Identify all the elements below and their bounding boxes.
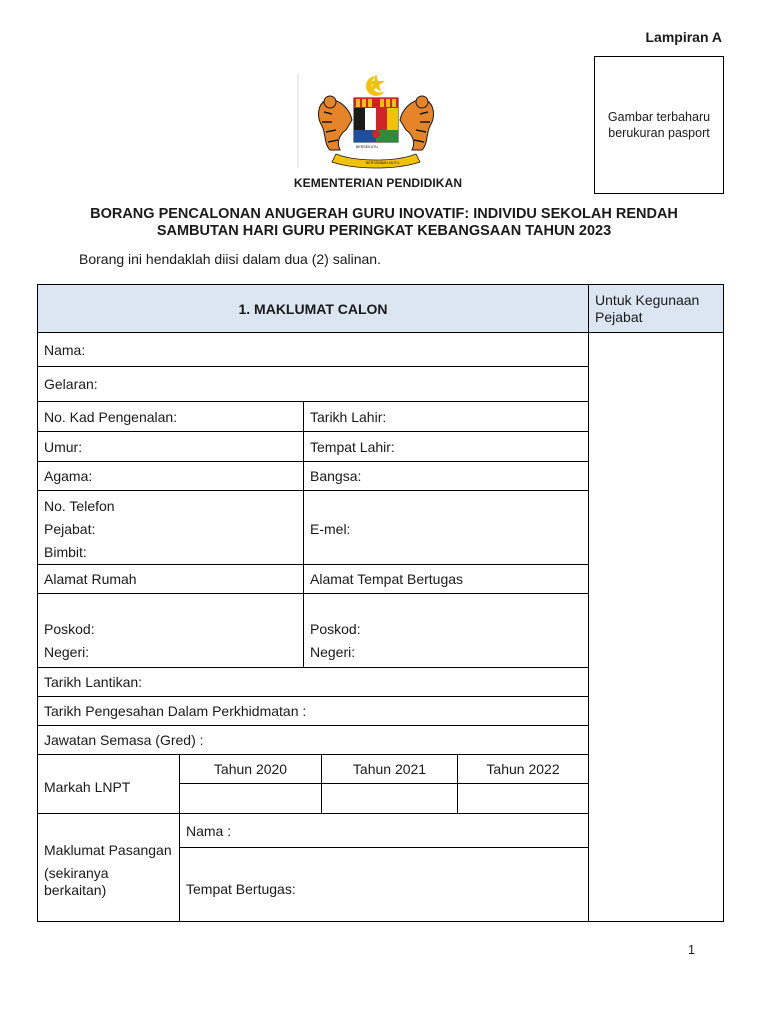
negeri-rumah-label: Negeri: <box>44 644 90 660</box>
gelaran-label: Gelaran: <box>44 376 98 392</box>
tarikh-pengesahan-field[interactable] <box>38 697 589 726</box>
maklumat-pasangan-cell <box>38 814 180 922</box>
form-title <box>40 206 728 240</box>
form-title-line-2: SAMBUTAN HARI GURU PERINGKAT KEBANGSAAN TAHUN 2023 <box>156 223 612 239</box>
markah-lnpt-label: Markah LNPT <box>38 755 180 814</box>
instruction-text: Borang ini hendaklah diisi dalam dua (2) salinan. <box>79 251 381 267</box>
emel-field[interactable] <box>304 491 589 565</box>
alamat-rumah-field[interactable] <box>38 594 304 668</box>
alamat-rumah-header: Alamat Rumah <box>38 565 304 594</box>
jawatan-semasa-label: Jawatan Semasa (Gred) : <box>44 732 204 748</box>
jawatan-semasa-field[interactable] <box>38 726 589 755</box>
emel-label: E-mel: <box>310 521 351 537</box>
pasangan-nama-label: Nama : <box>186 822 232 839</box>
alamat-tempat-bertugas-header: Alamat Tempat Bertugas <box>304 565 589 594</box>
gelaran-field[interactable] <box>38 367 589 402</box>
lampiran-label: Lampiran A <box>645 29 722 45</box>
umur-label: Umur: <box>44 438 83 455</box>
no-telefon-label: No. Telefon <box>44 498 115 514</box>
tempat-lahir-field[interactable] <box>304 432 589 462</box>
tempat-lahir-label: Tempat Lahir: <box>310 438 395 455</box>
tarikh-lahir-label: Tarikh Lahir: <box>310 408 387 425</box>
tahun-2022-header: Tahun 2022 <box>458 755 589 784</box>
ministry-name: KEMENTERIAN PENDIDIKAN <box>293 176 463 190</box>
pasangan-nama-field[interactable] <box>180 814 589 848</box>
poskod-bertugas-label: Poskod: <box>310 621 361 637</box>
tahun-2021-header: Tahun 2021 <box>322 755 458 784</box>
umur-field[interactable] <box>38 432 304 462</box>
tahun-2021-value[interactable] <box>322 784 458 814</box>
nama-field[interactable] <box>38 333 589 367</box>
candidate-info-table <box>37 284 724 922</box>
tarikh-pengesahan-label: Tarikh Pengesahan Dalam Perkhidmatan : <box>44 703 307 719</box>
sekiranya-berkaitan-label: (sekiranya berkaitan) <box>44 865 109 898</box>
form-title-line-1: BORANG PENCALONAN ANUGERAH GURU INOVATIF: INDIVIDU SEKOLAH RENDAH <box>90 206 678 222</box>
tahun-2022-value[interactable] <box>458 784 589 814</box>
pejabat-label: Pejabat: <box>44 521 96 537</box>
office-use-area[interactable] <box>589 333 724 922</box>
coat-of-arms-logo <box>296 72 456 172</box>
bimbit-label: Bimbit: <box>44 544 87 560</box>
emblem-banner-text-2: BERTAMBAH MUTU <box>366 161 400 165</box>
section-header: 1. MAKLUMAT CALON <box>38 285 589 333</box>
agama-label: Agama: <box>44 468 93 484</box>
maklumat-pasangan-label: Maklumat Pasangan <box>44 842 172 858</box>
tarikh-lantikan-label: Tarikh Lantikan: <box>44 674 143 690</box>
alamat-bertugas-field[interactable] <box>304 594 589 668</box>
office-use-header: Untuk Kegunaan Pejabat <box>589 285 724 333</box>
kad-pengenalan-field[interactable] <box>38 402 304 432</box>
emblem-banner-text-1: BERSEKUTU <box>356 145 378 149</box>
tarikh-lahir-field[interactable] <box>304 402 589 432</box>
pasangan-tempat-bertugas-field[interactable] <box>180 848 589 922</box>
agama-field[interactable] <box>38 462 304 491</box>
page-number: 1 <box>688 943 695 957</box>
tarikh-lantikan-field[interactable] <box>38 668 589 697</box>
negeri-bertugas-label: Negeri: <box>310 644 356 660</box>
nama-label: Nama: <box>44 341 86 358</box>
poskod-rumah-label: Poskod: <box>44 621 95 637</box>
tahun-2020-value[interactable] <box>180 784 322 814</box>
passport-photo-box[interactable] <box>594 56 724 194</box>
bangsa-label: Bangsa: <box>310 468 362 484</box>
telefon-field[interactable] <box>38 491 304 565</box>
pasangan-tempat-bertugas-label: Tempat Bertugas: <box>186 880 296 897</box>
photo-box-text: Gambar terbaharu berukuran pasport <box>607 110 711 140</box>
bangsa-field[interactable] <box>304 462 589 491</box>
tahun-2020-header: Tahun 2020 <box>180 755 322 784</box>
kad-pengenalan-label: No. Kad Pengenalan: <box>44 408 178 425</box>
